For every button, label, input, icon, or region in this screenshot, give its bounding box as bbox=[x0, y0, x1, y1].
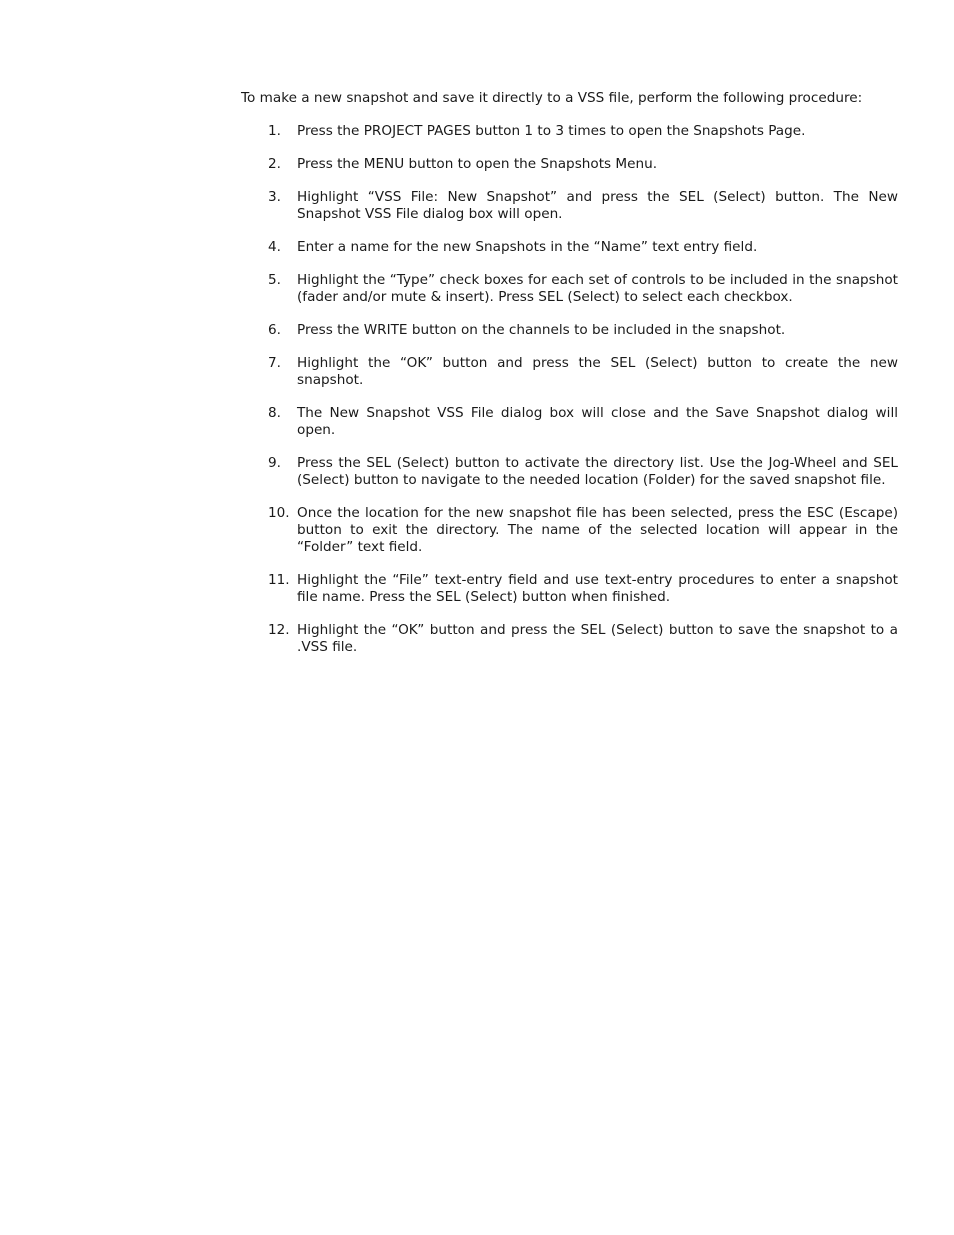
list-item bbox=[241, 272, 901, 306]
step-number: 11. bbox=[268, 572, 290, 588]
list-item bbox=[241, 322, 901, 339]
step-number: 9. bbox=[268, 455, 281, 471]
step-text: The New Snapshot VSS File dialog box will close and the Save Snapshot dialog will open. bbox=[297, 405, 898, 438]
list-item bbox=[241, 622, 901, 656]
list-item bbox=[241, 505, 901, 556]
list-item bbox=[241, 123, 901, 140]
step-number: 5. bbox=[268, 272, 281, 288]
step-number: 12. bbox=[268, 622, 290, 638]
step-text: Press the WRITE button on the channels to be included in the snapshot. bbox=[297, 322, 786, 338]
list-item bbox=[241, 189, 901, 223]
step-text: Press the PROJECT PAGES button 1 to 3 times to open the Snapshots Page. bbox=[297, 123, 806, 139]
step-number: 8. bbox=[268, 405, 281, 421]
step-text: Press the MENU button to open the Snapshots Menu. bbox=[297, 156, 658, 172]
list-item bbox=[241, 405, 901, 439]
step-text: Enter a name for the new Snapshots in the “Name” text entry field. bbox=[297, 239, 758, 255]
step-text: Highlight the “OK” button and press the SEL (Select) button to save the snapshot to a .VSS file. bbox=[297, 622, 898, 655]
list-item bbox=[241, 239, 901, 256]
step-text: Highlight the “File” text-entry field and use text-entry procedures to enter a snapshot file name. Press the SEL (Select) button when finished. bbox=[297, 572, 898, 605]
procedure-steps-list bbox=[241, 123, 901, 656]
step-text: Press the SEL (Select) button to activate the directory list. Use the Jog-Wheel and SEL (Select) button to navigate to the needed location (Folder) for the saved snapshot file. bbox=[297, 455, 898, 488]
step-text: Once the location for the new snapshot file has been selected, press the ESC (Escape) button to exit the directory. The name of the selected location will appear in the “Folder” text field. bbox=[297, 505, 898, 555]
list-item bbox=[241, 455, 901, 489]
step-text: Highlight the “Type” check boxes for each set of controls to be included in the snapshot (fader and/or mute & insert). Press SEL (Select) to select each checkbox. bbox=[297, 272, 898, 305]
step-number: 1. bbox=[268, 123, 281, 139]
step-number: 4. bbox=[268, 239, 281, 255]
step-number: 7. bbox=[268, 355, 281, 371]
intro-paragraph: To make a new snapshot and save it directly to a VSS file, perform the following procedure: bbox=[241, 90, 863, 106]
step-text: Highlight “VSS File: New Snapshot” and press the SEL (Select) button. The New Snapshot VSS File dialog box will open. bbox=[297, 189, 898, 222]
step-text: Highlight the “OK” button and press the SEL (Select) button to create the new snapshot. bbox=[297, 355, 898, 388]
step-number: 6. bbox=[268, 322, 281, 338]
step-number: 10. bbox=[268, 505, 290, 521]
step-number: 3. bbox=[268, 189, 281, 205]
list-item bbox=[241, 156, 901, 173]
step-number: 2. bbox=[268, 156, 281, 172]
list-item bbox=[241, 572, 901, 606]
document-page bbox=[241, 89, 901, 672]
list-item bbox=[241, 355, 901, 389]
